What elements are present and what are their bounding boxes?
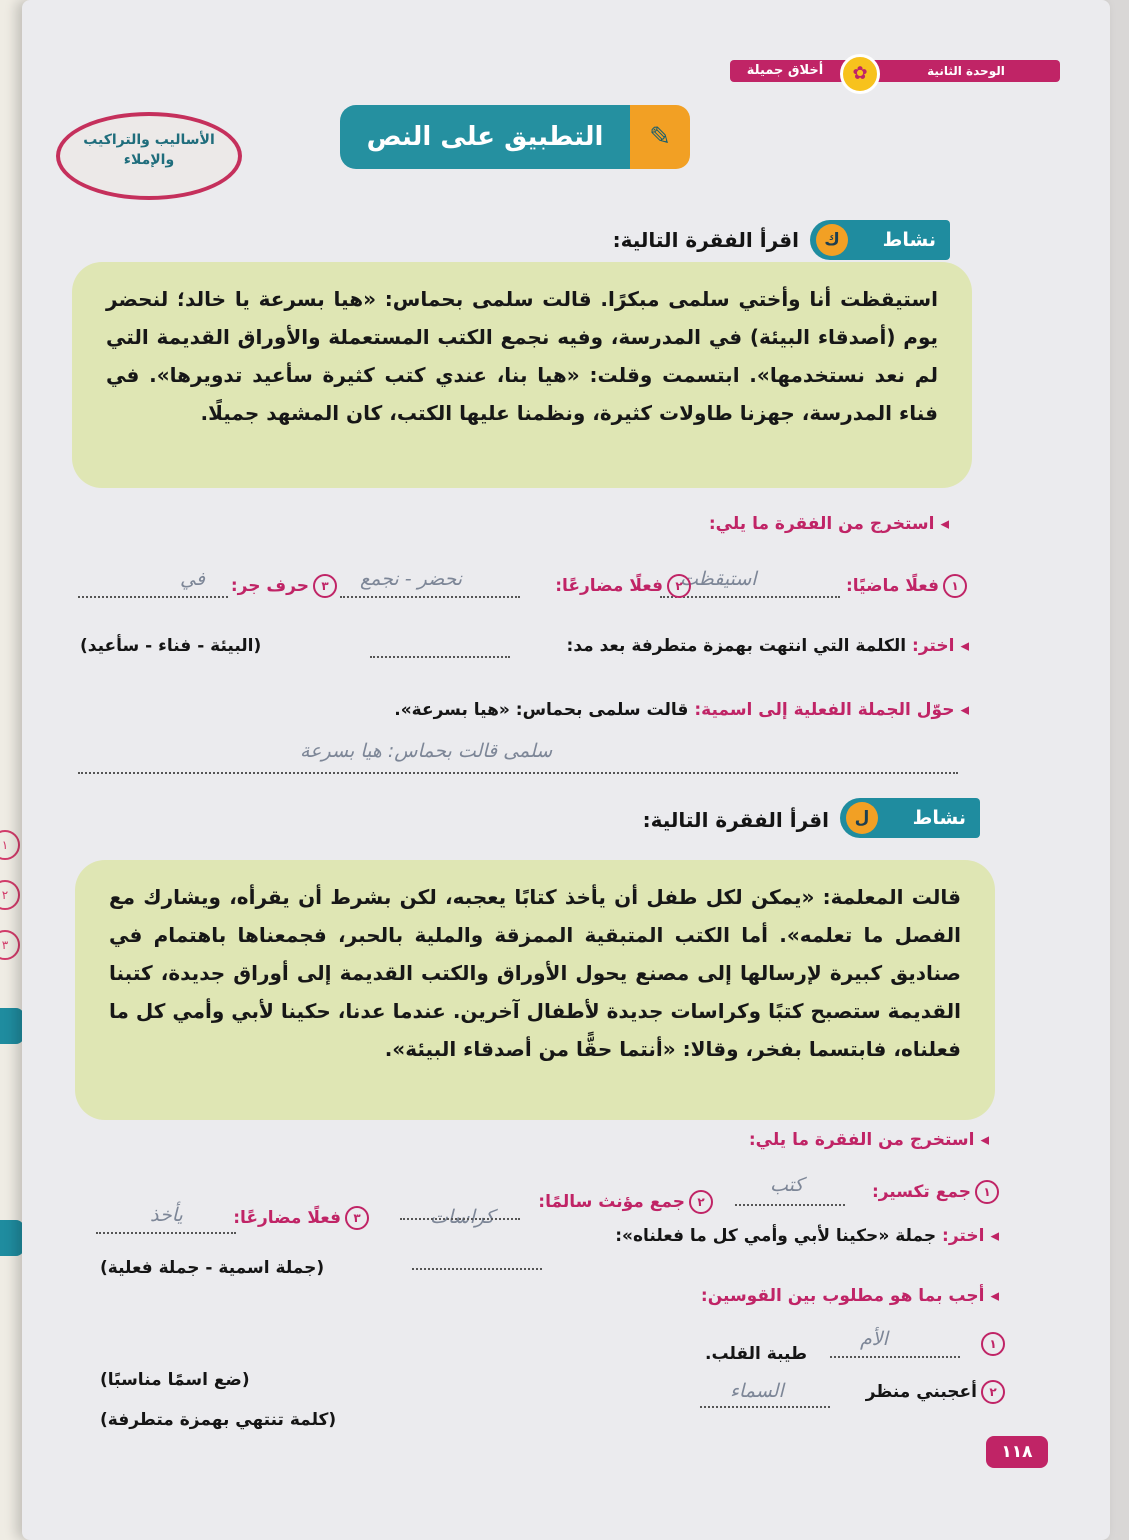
a1-choose-text: الكلمة التي انتهت بهمزة متطرفة بعد مد: [566, 636, 907, 656]
a1-choose: ◂اختر: الكلمة التي انتهت بهمزة متطرفة بعد مد: [566, 636, 969, 656]
a1-q2-answer: نحضر - نجمع [360, 568, 463, 590]
a2-q3-answer: يأخذ [150, 1204, 183, 1226]
a2-q2-answer: كراسات [430, 1206, 495, 1228]
a1-convert-text: قالت سلمى بحماس: «هيا بسرعة». [394, 700, 689, 720]
a2-q1-label: جمع تكسير: [871, 1182, 971, 1202]
side-tab [0, 1220, 24, 1256]
activity1-paragraph: استيقظت أنا وأختي سلمى مبكرًا. قالت سلمى بحماس: «هيا بسرعة يا خالد؛ لنحضر يوم (أصدقاء البيئة) في المدرسة، وفيه نجمع الكتب المستعملة والأوراق القديمة التي لم نعد نستخدمها». ابتسمت وقلت: «هيا بنا، عندي كتب كثيرة سأعيد تدويرها». في فناء المدرسة، جهزنا طاولات كثيرة، ونظمنا عليها الكتب، كان المشهد جميلًا. [72, 262, 972, 488]
a1-q3-answer: في [180, 568, 205, 590]
a2-a2-line [700, 1406, 830, 1408]
a1-choose-options: (البيئة - فناء - سأعيد) [80, 636, 262, 656]
a2-a1-answer: الأم [860, 1328, 888, 1350]
a2-q2: ٢جمع مؤنث سالمًا: [538, 1190, 713, 1214]
unit-label: الوحدة الثانية [927, 64, 1005, 78]
a2-extract-prompt-text: استخرج من الفقرة ما يلي: [748, 1130, 975, 1150]
a2-q1-line [735, 1204, 845, 1206]
side-mark: ١ [0, 830, 20, 860]
a1-convert-label: حوّل الجملة الفعلية إلى اسمية: [694, 700, 955, 720]
activity2-paragraph: قالت المعلمة: «يمكن لكل طفل أن يأخذ كتابًا يعجبه، لكن بشرط أن يقرأه، ويشارك مع الفصل ما تعلمه». أما الكتب المتبقية الممزقة والملية بالحبر، فجمعناها باهتمام في صناديق كبيرة لإرسالها إلى مصنع يحول الأوراق والكتب القديمة إلى أوراق جديدة، كتبنا القديمة ستصبح كتبًا وكراسات جديدة لأطفال آخرين. عندما عدنا، حكينا لأبي وأمي كل ما فعلناه، فابتسما بفخر، وقالا: «أنتما حقًّا من أصدقاء البيئة». [75, 860, 995, 1120]
activity2-tag [840, 798, 980, 838]
a2-a1-hint: (ضع اسمًا مناسبًا) [100, 1370, 250, 1390]
a1-q2-line [340, 596, 520, 598]
a2-q1: ١جمع تكسير: [872, 1180, 999, 1204]
a2-choose-text: جملة «حكينا لأبي وأمي كل ما فعلناه»: [615, 1226, 937, 1246]
activity1-extract-prompt: ◂استخرج من الفقرة ما يلي: [708, 514, 949, 534]
skills-badge [56, 112, 242, 200]
activity1-tag [810, 220, 950, 260]
badge-line2: والإملاء [123, 152, 175, 168]
a2-answer-label: أجب بما هو مطلوب بين القوسين: [700, 1286, 985, 1306]
a2-q3-line [96, 1232, 236, 1234]
a2-a1-text: طيبة القلب. [705, 1344, 807, 1364]
a2-q3-label: فعلًا مضارعًا: [233, 1208, 341, 1228]
activity2-extract-prompt: ◂استخرج من الفقرة ما يلي: [748, 1130, 989, 1150]
badge-line1: الأساليب والتراكيب [83, 132, 215, 148]
theme-label: أخلاق جميلة [746, 63, 824, 78]
activity1-heading: اقرأ الفقرة التالية: [612, 228, 799, 252]
a2-a2-hint: (كلمة تنتهي بهمزة متطرفة) [100, 1410, 337, 1430]
a1-q1-answer: استيقظت [680, 568, 757, 590]
a2-q2-line [400, 1218, 520, 1220]
pencil-paper-icon: ✎ [630, 105, 690, 169]
page-number: ١١٨ [986, 1436, 1048, 1468]
a1-convert-line [78, 772, 958, 774]
a2-choose: ◂اختر: جملة «حكينا لأبي وأمي كل ما فعلناه»: [615, 1226, 999, 1246]
a2-q2-label: جمع مؤنث سالمًا: [538, 1192, 685, 1212]
a2-choose-options: (جملة اسمية - جملة فعلية) [100, 1258, 325, 1278]
a1-choose-line [370, 656, 510, 658]
a1-q2: ٢فعلًا مضارعًا: [555, 574, 691, 598]
a1-convert-answer: سلمى قالت بحماس: هيا بسرعة [300, 740, 553, 762]
a1-q1: ١فعلًا ماضيًا: [846, 574, 967, 598]
a2-q3: ٣فعلًا مضارعًا: [233, 1206, 369, 1230]
a1-q1-label: فعلًا ماضيًا: [845, 576, 939, 596]
a1-q3: ٣حرف جر: [231, 574, 337, 598]
a2-answer-prompt: ◂أجب بما هو مطلوب بين القوسين: [700, 1286, 999, 1306]
a2-a2-answer: السماء [730, 1380, 784, 1402]
a1-q3-line [78, 596, 228, 598]
side-tab [0, 1008, 24, 1044]
a2-q1-answer: كتب [770, 1174, 804, 1196]
a1-q2-label: فعلًا مضارعًا: [555, 576, 663, 596]
a2-a2: ٢أعجبني منظر [866, 1380, 1005, 1404]
a1-convert: ◂حوّل الجملة الفعلية إلى اسمية: قالت سلمى بحماس: «هيا بسرعة». [394, 700, 969, 720]
section-title: التطبيق على النص [340, 105, 630, 169]
extract-prompt-text: استخرج من الفقرة ما يلي: [708, 514, 935, 534]
activity1-label: نشاط [882, 229, 936, 251]
a1-q3-label: حرف جر: [230, 576, 309, 596]
side-mark: ٣ [0, 930, 20, 960]
a2-a2-text: أعجبني منظر [865, 1382, 977, 1402]
side-mark: ٢ [0, 880, 20, 910]
a2-a1-line [830, 1356, 960, 1358]
a2-choose-label: اختر: [942, 1226, 985, 1246]
activity2-label: نشاط [912, 807, 966, 829]
activity2-heading: اقرأ الفقرة التالية: [642, 808, 829, 832]
activity2-letter: ل [846, 802, 878, 834]
a1-choose-label: اختر: [912, 636, 955, 656]
bee-icon: ✿ [840, 54, 880, 94]
a2-a1: ١ [977, 1332, 1005, 1356]
activity1-letter: ك [816, 224, 848, 256]
a2-choose-line [412, 1268, 542, 1270]
